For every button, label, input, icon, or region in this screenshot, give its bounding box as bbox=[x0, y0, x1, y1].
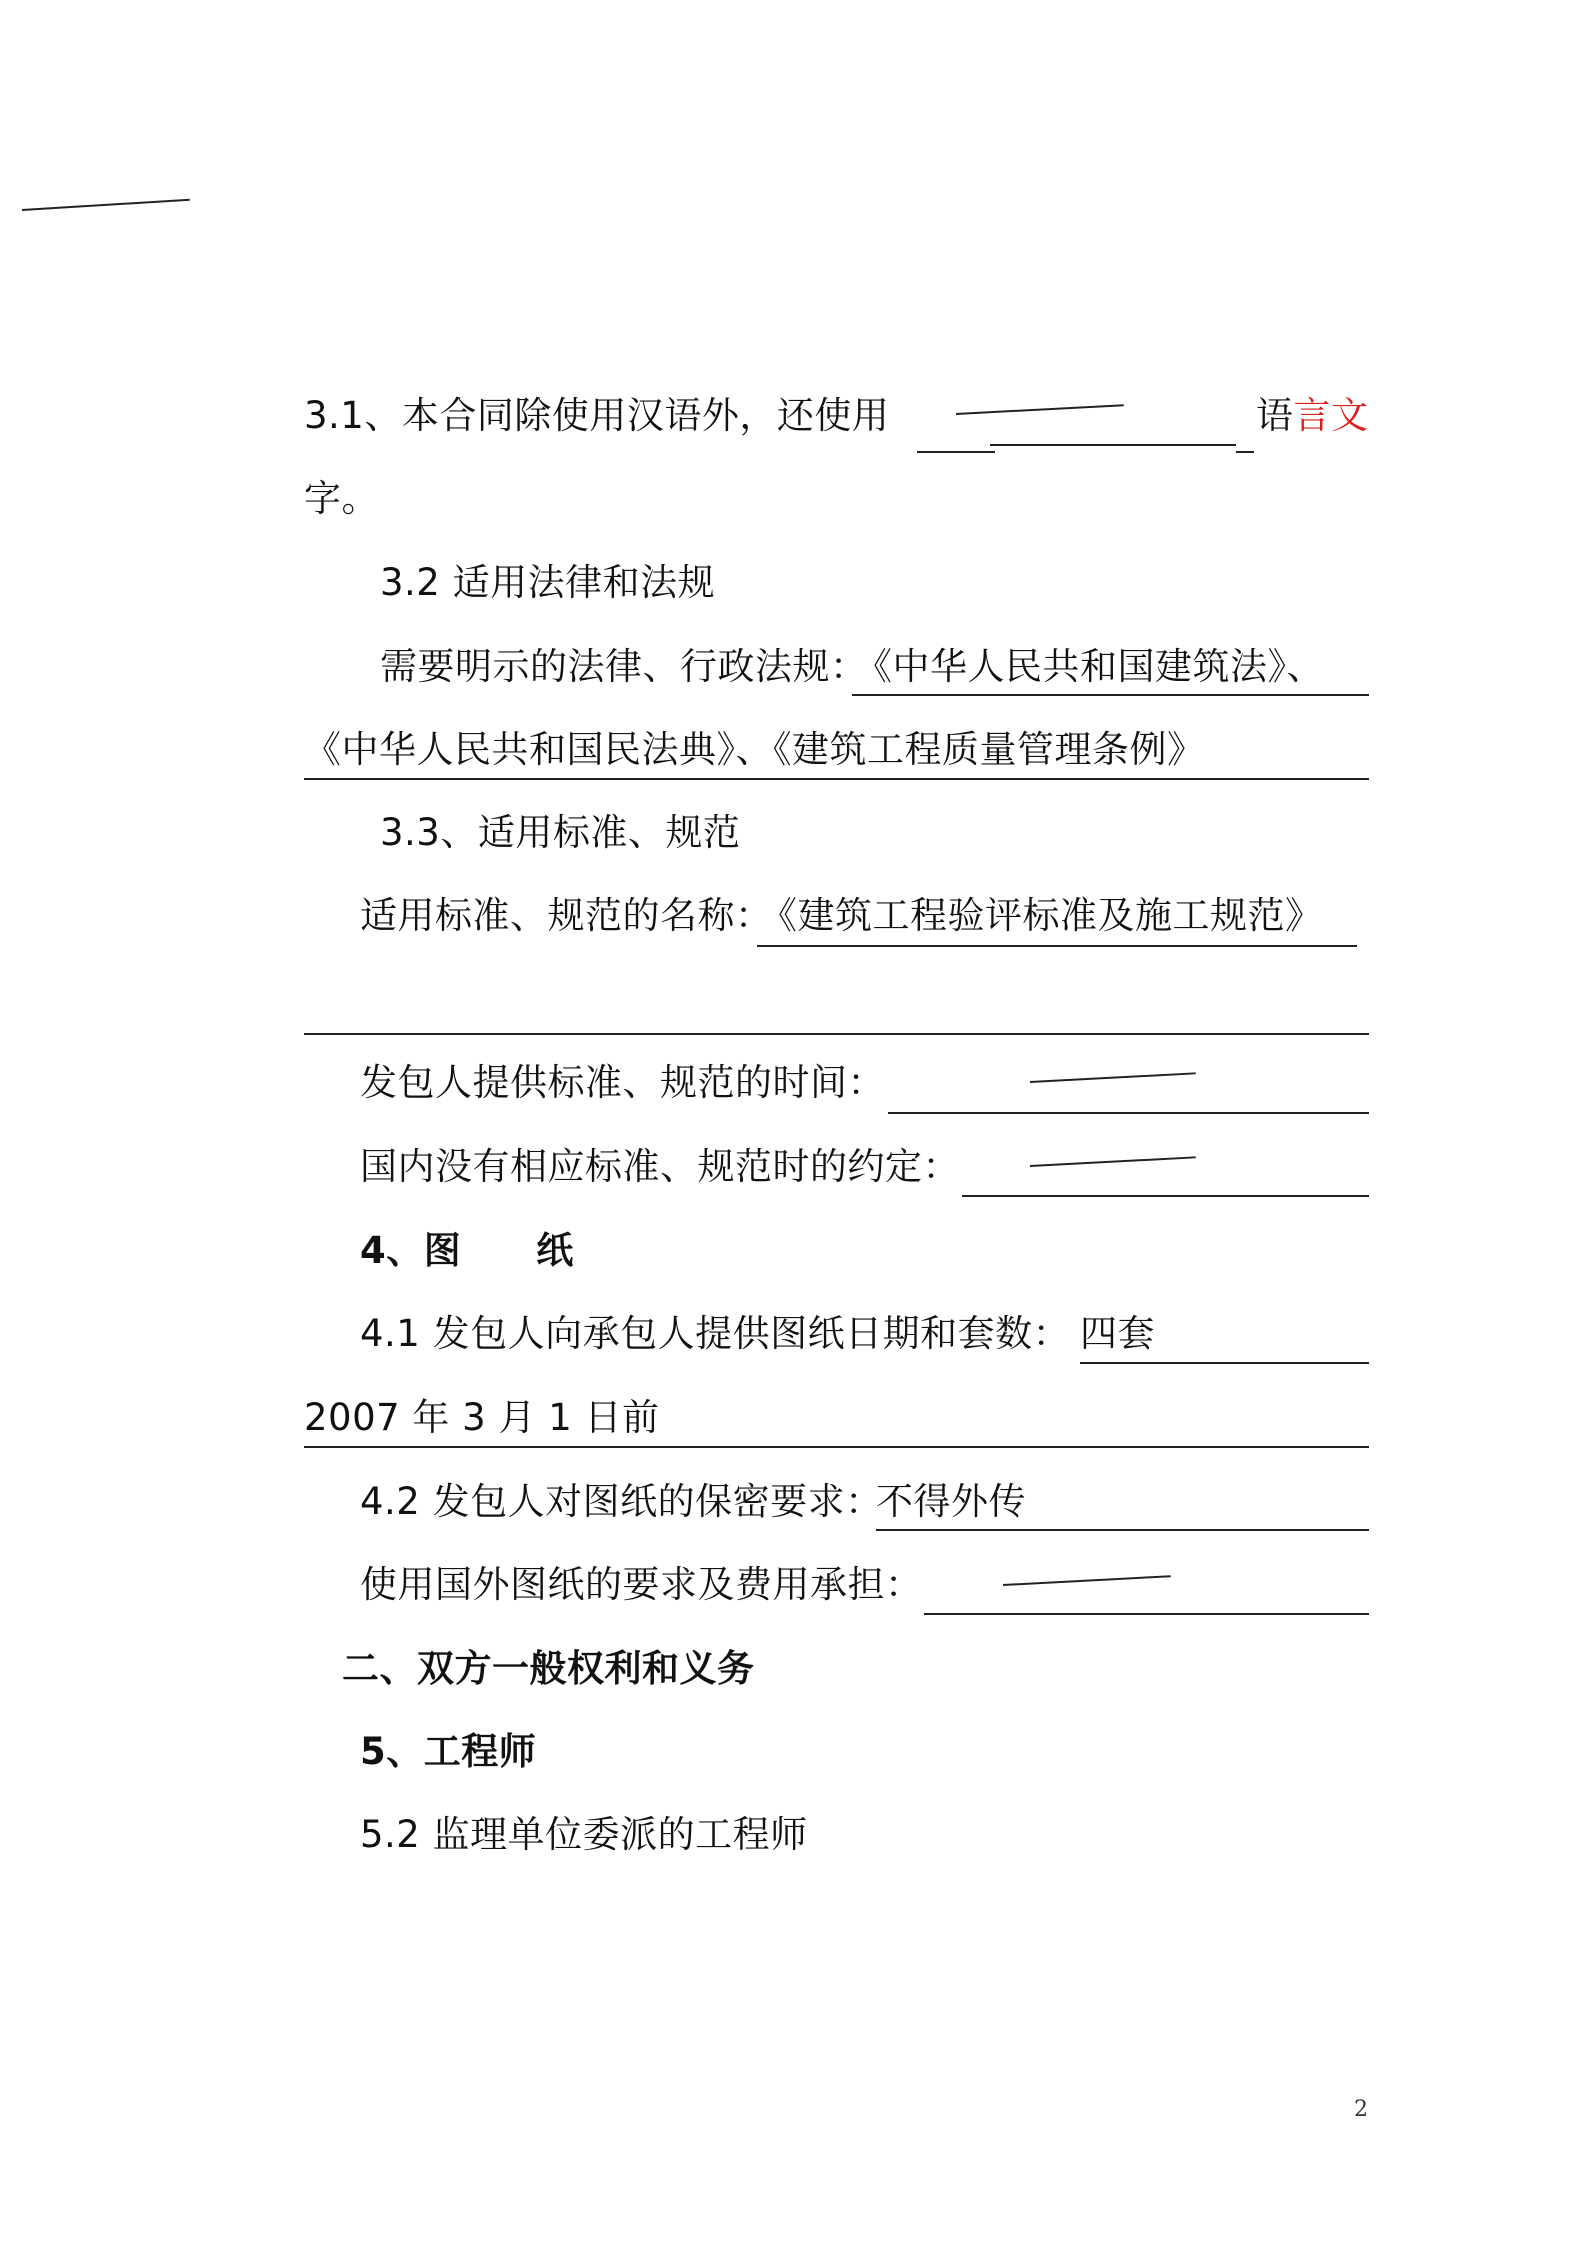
foreign-drawings-label: 使用国外图纸的要求及费用承担： bbox=[360, 1563, 923, 1606]
section-5-heading: 5、工程师 bbox=[360, 1730, 537, 1773]
clause-3-3-domestic-label: 国内没有相应标准、规范时的约定： bbox=[360, 1145, 960, 1188]
clause-3-3-names-value: 《建筑工程验评标准及施工规范》 bbox=[760, 894, 1323, 937]
suffix-red: 言文 bbox=[1293, 394, 1369, 437]
blank-line bbox=[304, 1033, 1369, 1035]
blank-line bbox=[304, 778, 1369, 780]
clause-3-2-heading: 3.2 适用法律和法规 bbox=[380, 561, 716, 604]
page-number: 2 bbox=[1354, 2097, 1368, 2122]
strike-mark bbox=[956, 404, 1124, 415]
clause-3-2-value-line1: 《中华人民共和国建筑法》、 bbox=[855, 645, 1324, 688]
clause-3-2-label: 需要明示的法律、行政法规： bbox=[380, 645, 868, 688]
blank-line bbox=[917, 451, 995, 453]
part-2-heading: 二、双方一般权利和义务 bbox=[342, 1647, 755, 1690]
clause-4-1-value: 四套 bbox=[1080, 1312, 1155, 1355]
clause-3-1-text: 3.1、本合同除使用汉语外，还使用 bbox=[304, 394, 890, 437]
clause-3-3-names-label: 适用标准、规范的名称： bbox=[360, 894, 773, 937]
clause-3-2-value-line2: 《中华人民共和国民法典》、《建筑工程质量管理条例》 bbox=[304, 728, 1205, 771]
blank-line bbox=[876, 1529, 1369, 1531]
blank-line bbox=[924, 1613, 1369, 1615]
clause-5-2: 5.2 监理单位委派的工程师 bbox=[360, 1813, 808, 1856]
clause-4-1-label: 4.1 发包人向承包人提供图纸日期和套数： bbox=[360, 1312, 1071, 1355]
blank-line bbox=[990, 444, 1236, 446]
blank-line bbox=[962, 1195, 1369, 1197]
clause-3-3-time-label: 发包人提供标准、规范的时间： bbox=[360, 1061, 885, 1104]
blank-line bbox=[852, 694, 1369, 696]
clause-4-2-label: 4.2 发包人对图纸的保密要求： bbox=[360, 1480, 883, 1523]
blank-line bbox=[888, 1112, 1369, 1114]
blank-line bbox=[1080, 1362, 1369, 1364]
suffix-plain: 语 bbox=[1256, 394, 1294, 437]
clause-3-1-suffix bbox=[1256, 393, 1369, 439]
blank-line bbox=[1236, 451, 1254, 453]
section-4-heading: 4、图 纸 bbox=[360, 1229, 574, 1272]
clause-4-2-value: 不得外传 bbox=[876, 1480, 1026, 1523]
strike-mark bbox=[1030, 1072, 1196, 1083]
strike-mark bbox=[1003, 1575, 1171, 1586]
blank-line bbox=[304, 1446, 1369, 1448]
strike-mark bbox=[1030, 1156, 1196, 1167]
strike-mark bbox=[22, 199, 190, 211]
clause-3-1-continued: 字。 bbox=[304, 477, 379, 520]
clause-3-3-heading: 3.3、适用标准、规范 bbox=[380, 811, 741, 854]
blank-line bbox=[757, 945, 1357, 947]
clause-4-1-date: 2007 年 3 月 1 日前 bbox=[304, 1396, 660, 1439]
